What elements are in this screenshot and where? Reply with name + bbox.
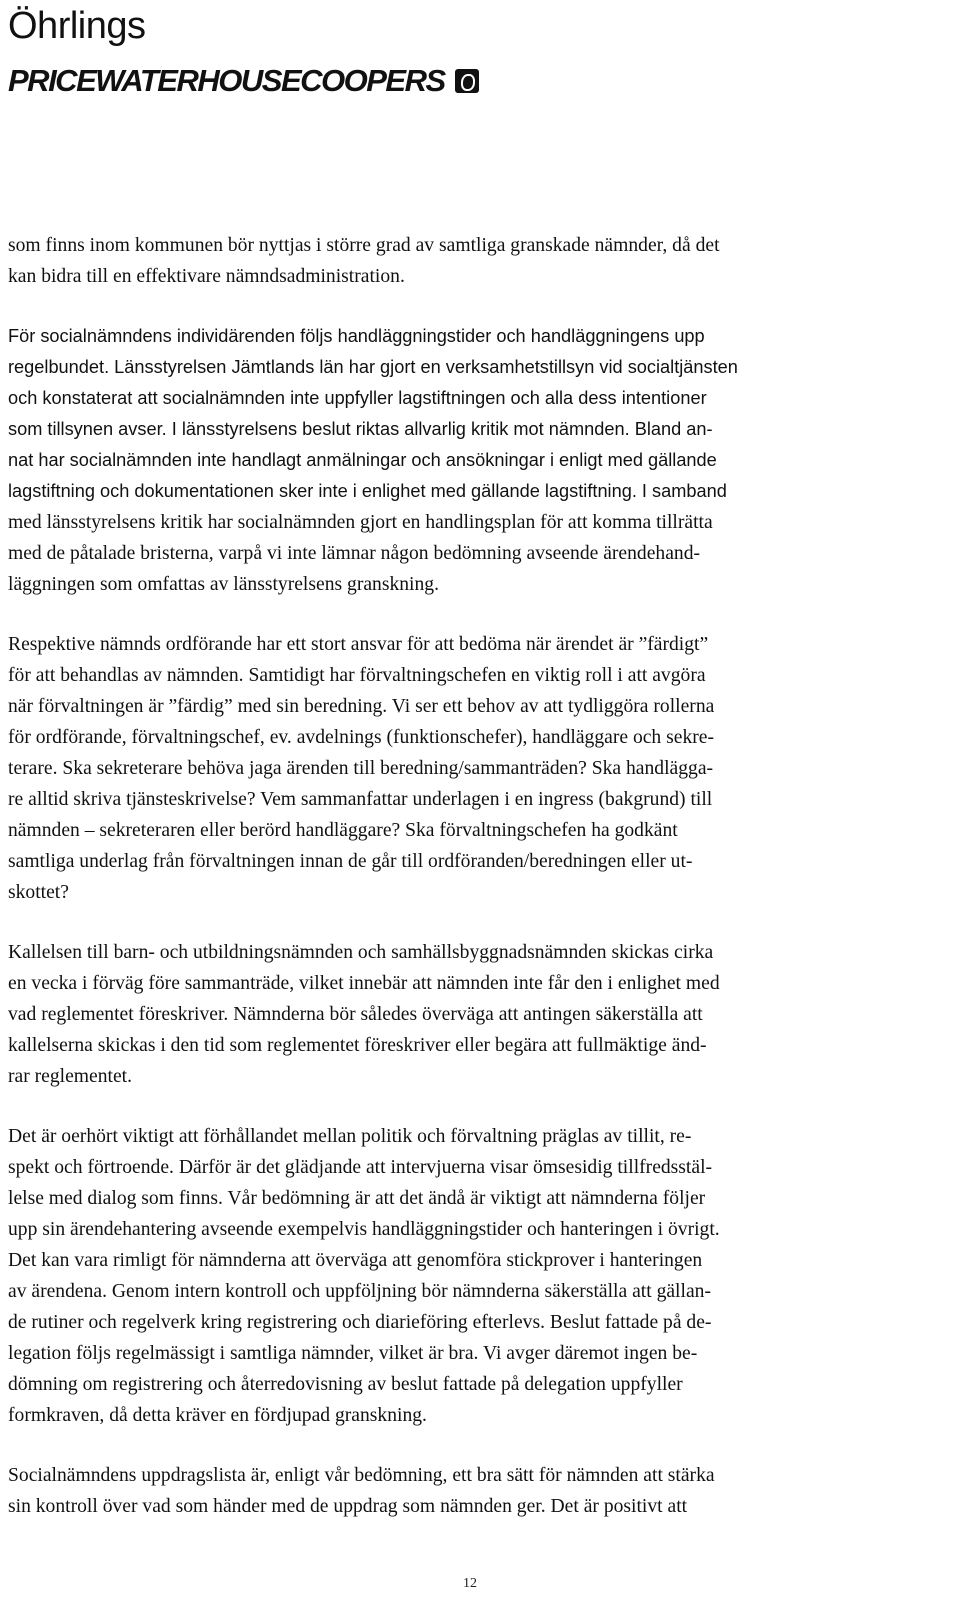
text-line: sin kontroll över vad som händer med de uppdrag som nämnden ger. Det är positivt att bbox=[8, 1496, 688, 1517]
text-line: lagstiftning och dokumentationen sker inte i enlighet med gällande lagstiftning. I samband bbox=[8, 481, 727, 501]
text-line: för ordförande, förvaltningschef, ev. avdelnings (funktionschefer), handläggare och sekre- bbox=[8, 727, 714, 748]
text-line: spekt och förtroende. Därför är det glädjande att intervjuerna visar ömsesidig tillfredsstäl- bbox=[8, 1157, 713, 1178]
text-line: terare. Ska sekreterare behöva jaga ärenden till beredning/sammanträden? Ska handlägga- bbox=[8, 758, 714, 779]
text-line: samtliga underlag från förvaltningen innan de går till ordföranden/beredningen eller ut- bbox=[8, 851, 693, 872]
logo-wordmark: PRICEWATERHOUSECOOPERS bbox=[8, 63, 445, 98]
text-line: med de påtalade bristerna, varpå vi inte lämnar någon bedömning avseende ärendehand- bbox=[8, 543, 701, 564]
text-line: och konstaterat att socialnämnden inte uppfyller lagstiftningen och alla dess intentioner bbox=[8, 388, 707, 408]
text-line: rar reglementet. bbox=[8, 1066, 133, 1087]
text-line: Socialnämndens uppdragslista är, enligt vår bedömning, ett bra sätt för nämnden att stärka bbox=[8, 1465, 715, 1486]
text-line: av ärendena. Genom intern kontroll och uppföljning bör nämnderna säkerställa att gällan- bbox=[8, 1281, 711, 1302]
text-line: kallelserna skickas i den tid som reglementet föreskriver eller begära att fullmäktige änd- bbox=[8, 1035, 707, 1056]
text-line: Kallelsen till barn- och utbildningsnämnden och samhällsbyggnadsnämnden skickas cirka bbox=[8, 942, 714, 963]
document-body bbox=[8, 230, 934, 1522]
text-line: för att behandlas av nämnden. Samtidigt har förvaltningschefen en viktig roll i att avgöra bbox=[8, 665, 706, 686]
text-line: som tillsynen avser. I länsstyrelsens beslut riktas allvarlig kritik mot nämnden. Bland an- bbox=[8, 419, 713, 439]
text-line: när förvaltningen är ”färdig” med sin beredning. Vi ser ett behov av att tydliggöra rollerna bbox=[8, 696, 715, 717]
logo-pwc-row bbox=[8, 64, 479, 98]
paragraph bbox=[8, 1121, 934, 1431]
text-line: kan bidra till en effektivare nämndsadministration. bbox=[8, 266, 405, 287]
text-line: Det kan vara rimligt för nämnderna att överväga att genomföra stickprover i hanteringen bbox=[8, 1250, 703, 1271]
text-line: upp sin ärendehantering avseende exempelvis handläggningstider och hanteringen i övrigt. bbox=[8, 1219, 720, 1240]
text-line: nämnden – sekreteraren eller berörd handläggare? Ska förvaltningschefen ha godkänt bbox=[8, 820, 678, 841]
text-line: formkraven, då detta kräver en fördjupad granskning. bbox=[8, 1405, 427, 1426]
text-line: dömning om registrering och återredovisning av beslut fattade på delegation uppfyller bbox=[8, 1374, 683, 1395]
text-line: vad reglementet föreskriver. Nämnderna bör således överväga att antingen säkerställa att bbox=[8, 1004, 703, 1025]
text-line: lelse med dialog som finns. Vår bedömning är att det ändå är viktigt att nämnderna följer bbox=[8, 1188, 706, 1209]
logo-ohrlings-text: Öhrlings bbox=[8, 5, 146, 47]
text-line: regelbundet. Länsstyrelsen Jämtlands län har gjort en verksamhetstillsyn vid socialtjänsten bbox=[8, 357, 738, 377]
text-line: med länsstyrelsens kritik har socialnämnden gjort en handlingsplan för att komma tillrätta bbox=[8, 512, 713, 533]
text-line: Det är oerhört viktigt att förhållandet mellan politik och förvaltning präglas av tillit, re- bbox=[8, 1126, 692, 1147]
text-line: de rutiner och regelverk kring registrering och diarieföring efterlevs. Beslut fattade på de- bbox=[8, 1312, 712, 1333]
text-line: läggningen som omfattas av länsstyrelsens granskning. bbox=[8, 574, 439, 595]
text-line: som finns inom kommunen bör nyttjas i större grad av samtliga granskade nämnder, då det bbox=[8, 235, 720, 256]
paragraph bbox=[8, 230, 934, 292]
pwc-seal-icon bbox=[455, 69, 479, 93]
text-line: legation följs regelmässigt i samtliga nämnder, vilket är bra. Vi avger däremot ingen be- bbox=[8, 1343, 698, 1364]
paragraph bbox=[8, 937, 934, 1092]
text-line: Respektive nämnds ordförande har ett stort ansvar för att bedöma när ärendet är ”färdigt” bbox=[8, 634, 709, 655]
page-number: 12 bbox=[463, 1576, 477, 1591]
text-line: re alltid skriva tjänsteskrivelse? Vem sammanfattar underlagen i en ingress (bakgrund) till bbox=[8, 789, 713, 810]
text-line: För socialnämndens individärenden följs handläggningstider och handläggningens upp bbox=[8, 326, 705, 346]
paragraph bbox=[8, 629, 934, 908]
company-logo bbox=[8, 4, 479, 98]
paragraph bbox=[8, 1460, 934, 1522]
text-line: skottet? bbox=[8, 882, 69, 903]
paragraph bbox=[8, 321, 934, 600]
text-line: en vecka i förväg före sammanträde, vilket innebär att nämnden inte får den i enlighet med bbox=[8, 973, 720, 994]
text-line: nat har socialnämnden inte handlagt anmälningar och ansökningar i enligt med gällande bbox=[8, 450, 717, 470]
